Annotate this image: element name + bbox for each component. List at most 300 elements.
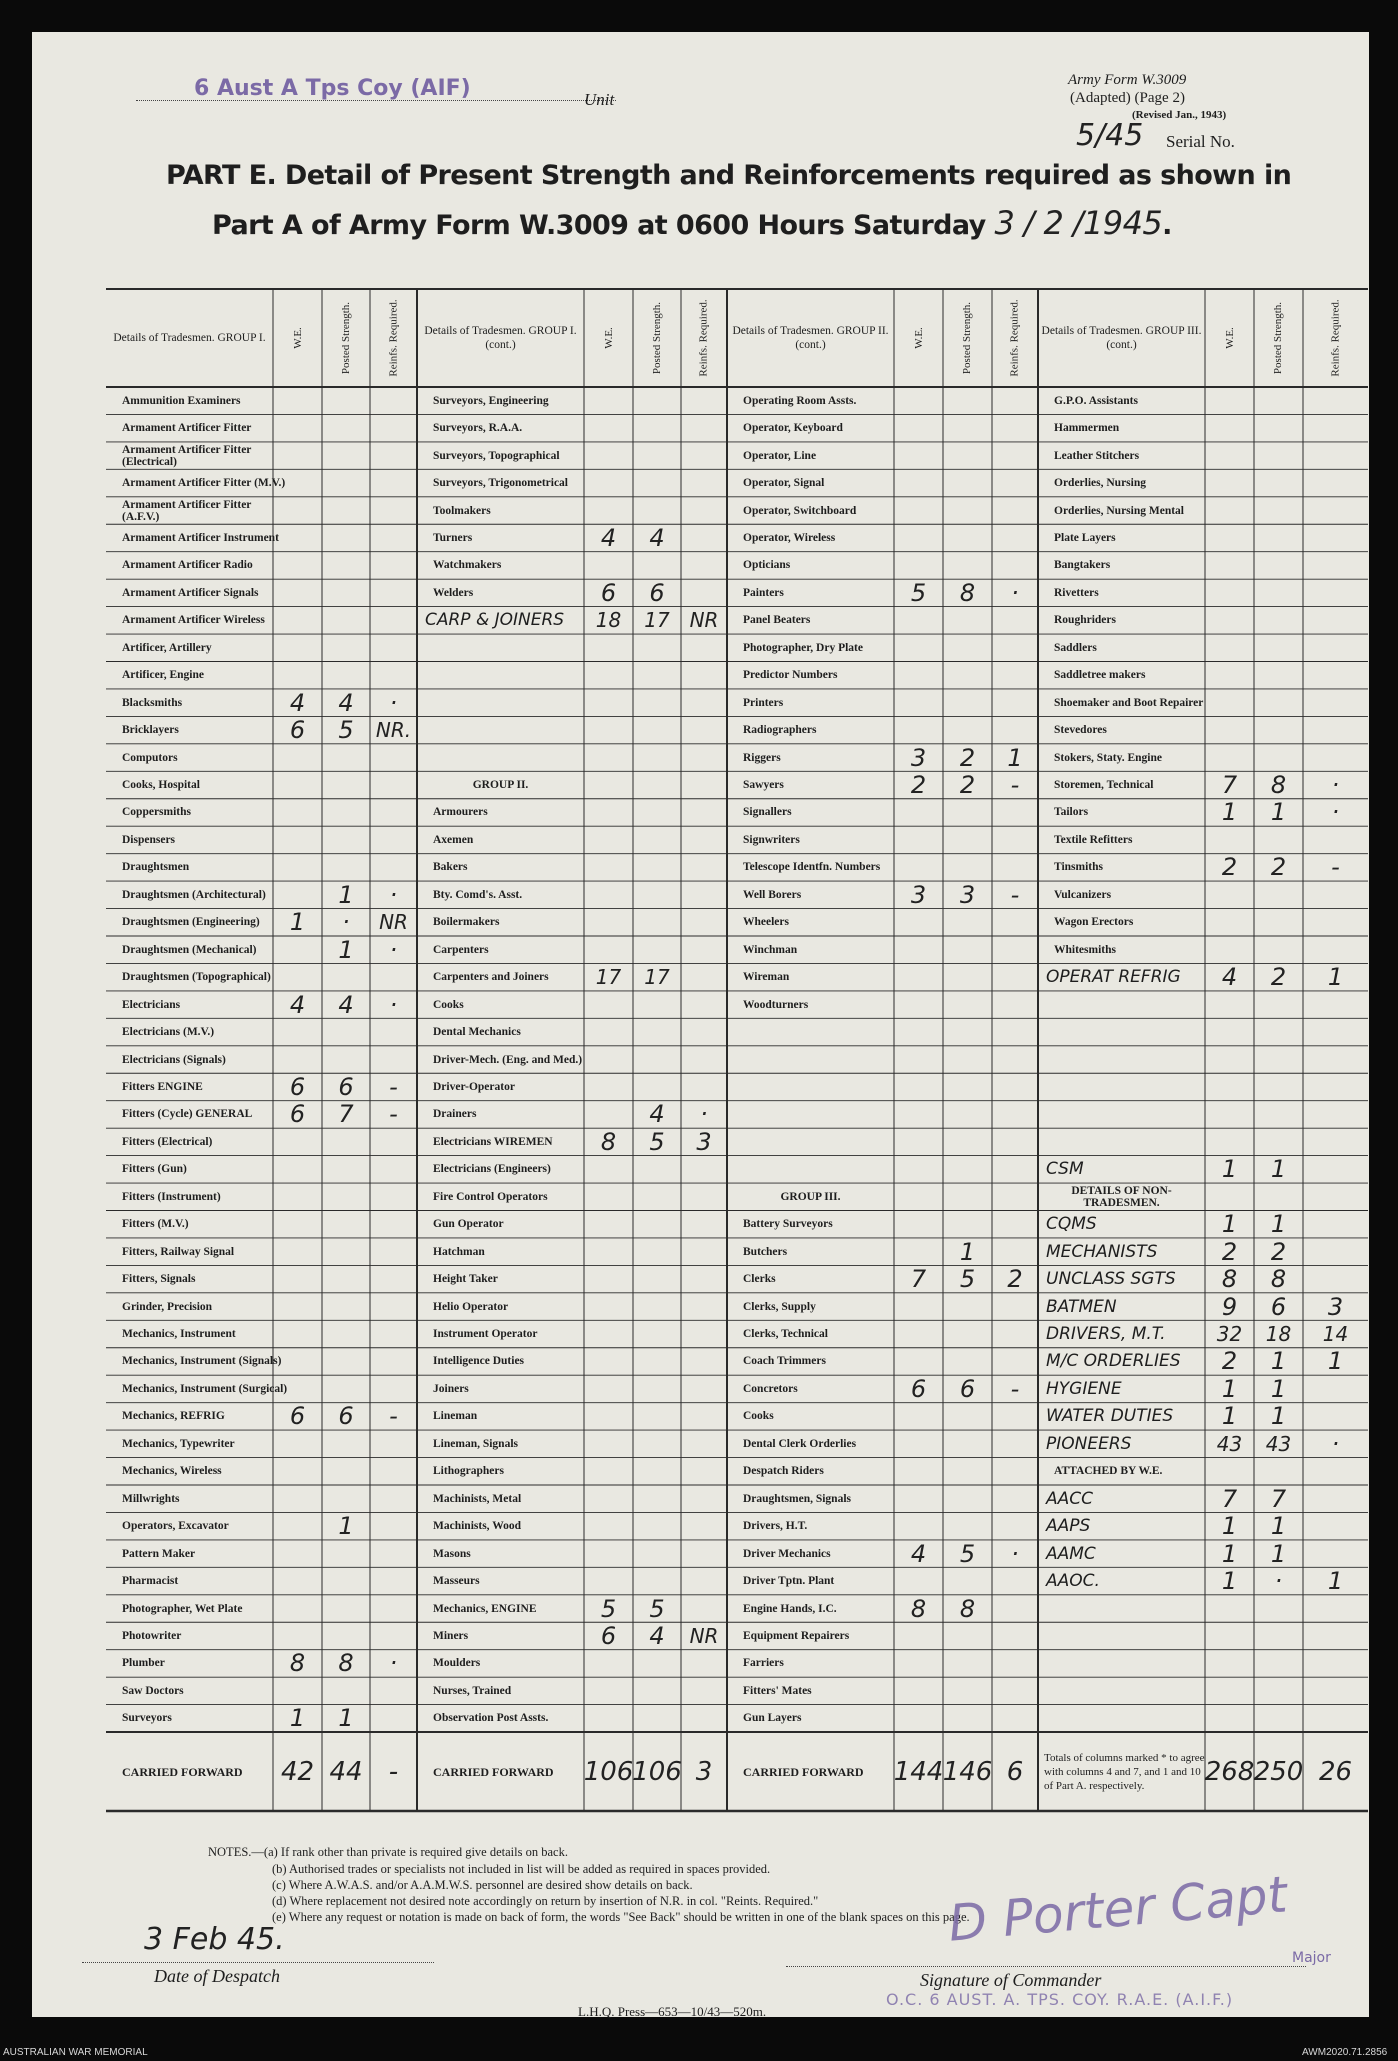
- posted-value: [943, 1512, 992, 1539]
- trade-name: Photographer, Wet Plate: [122, 1602, 243, 1615]
- we-value: [584, 442, 633, 469]
- we-header-text: W.E.: [602, 326, 615, 349]
- reinfs-value: 1: [1007, 743, 1023, 772]
- carried-forward-row: [106, 1732, 1368, 1812]
- posted-column-header: [943, 288, 992, 387]
- posted-value: [1254, 1705, 1303, 1732]
- table-row: [106, 579, 1368, 606]
- we-value: [584, 1458, 633, 1485]
- reinfs-value: [992, 1073, 1038, 1100]
- trade-name: Saddlers: [1054, 641, 1097, 654]
- we-value: 32: [1216, 1322, 1243, 1347]
- posted-value: [1254, 1018, 1303, 1045]
- we-value: [894, 1430, 943, 1457]
- posted-value: [943, 1128, 992, 1155]
- reinfs-value: ·: [389, 880, 398, 909]
- reinfs-value: [992, 1046, 1038, 1073]
- we-value: [1205, 1046, 1254, 1073]
- we-value: [273, 1183, 322, 1210]
- trade-name: Mechanics, Instrument (Surgical): [122, 1382, 288, 1395]
- posted-value: [1254, 607, 1303, 634]
- trade-name: Lineman: [433, 1410, 478, 1423]
- reinfs-value: [370, 634, 417, 661]
- posted-value: 17: [644, 608, 670, 633]
- posted-value: [633, 1705, 681, 1732]
- reinfs-value: [1303, 1458, 1368, 1485]
- trade-name: Armament Artificer Signals: [122, 586, 259, 599]
- posted-value: [943, 963, 992, 990]
- reinfs-value: ·: [389, 1649, 398, 1678]
- posted-value: [633, 1430, 681, 1457]
- table-row: [106, 414, 1368, 441]
- we-value: [894, 1238, 943, 1265]
- we-value: [273, 1156, 322, 1183]
- reinfs-value: -: [1010, 1374, 1020, 1403]
- table-row: [106, 634, 1368, 661]
- we-value: 1: [1221, 1402, 1238, 1431]
- trade-name: Lithographers: [433, 1465, 504, 1478]
- reinfs-value: [370, 1705, 417, 1732]
- we-value: [273, 1485, 322, 1512]
- reinfs-value: [1303, 1101, 1368, 1128]
- table-row: [106, 1485, 1368, 1512]
- reinfs-value: -: [1010, 771, 1020, 800]
- we-value: [1205, 1595, 1254, 1622]
- trade-name: Operator, Line: [743, 449, 817, 462]
- trade-name: Watchmakers: [433, 559, 502, 572]
- table-row: [106, 799, 1368, 826]
- trade-name: WATER DUTIES: [1046, 1406, 1174, 1427]
- we-value: [273, 1293, 322, 1320]
- table-row: [106, 442, 1368, 469]
- reinfs-value: [992, 1128, 1038, 1155]
- trade-name: Engine Hands, I.C.: [743, 1602, 837, 1615]
- trade-name: Hammermen: [1054, 422, 1120, 435]
- we-value: [1205, 387, 1254, 414]
- reinfs-value: 3: [696, 1127, 712, 1156]
- posted-value: [943, 1348, 992, 1375]
- we-value: 6: [289, 1072, 306, 1101]
- reinfs-value: ·: [1011, 1539, 1019, 1568]
- we-value: [584, 991, 633, 1018]
- posted-header-text: Posted Strength.: [651, 301, 663, 374]
- we-value: [894, 1677, 943, 1704]
- posted-value: [633, 854, 681, 881]
- posted-value: 8: [959, 578, 976, 607]
- posted-value: [1254, 634, 1303, 661]
- we-value: [894, 524, 943, 551]
- reinfs-value: [681, 1211, 727, 1238]
- table-row: [106, 1430, 1368, 1457]
- reinfs-value: [992, 1650, 1038, 1677]
- posted-value: [943, 634, 992, 661]
- we-value: 3: [910, 743, 927, 772]
- reinfs-value: [1303, 1540, 1368, 1567]
- table-row: [106, 1403, 1368, 1430]
- table-row: [106, 1238, 1368, 1265]
- trade-name: Sawyers: [743, 779, 784, 792]
- trade-name: [727, 1156, 910, 1183]
- posted-value: [633, 1018, 681, 1045]
- we-value: [584, 689, 633, 716]
- note-b: (b) Authorised trades or specialists not included in list will be added as required in spaces provided.: [272, 1862, 771, 1876]
- table-row: [106, 771, 1368, 798]
- posted-value: [1254, 991, 1303, 1018]
- posted-value: [943, 1430, 992, 1457]
- reinfs-value: [992, 469, 1038, 496]
- reinfs-value: [992, 1622, 1038, 1649]
- we-value: [584, 497, 633, 524]
- reinfs-value: [992, 909, 1038, 936]
- trade-name: Fitters (Cycle) GENERAL: [122, 1108, 253, 1121]
- we-value: [894, 1183, 943, 1210]
- reinfs-value: [681, 1677, 727, 1704]
- posted-value: [943, 991, 992, 1018]
- we-column-header: [273, 288, 322, 387]
- reinfs-value: [1303, 716, 1368, 743]
- reinfs-value: [1303, 1650, 1368, 1677]
- table-row: [106, 1156, 1368, 1183]
- posted-value: [322, 607, 370, 634]
- posted-value: [633, 1485, 681, 1512]
- posted-value: [633, 826, 681, 853]
- trade-name: Dental Mechanics: [433, 1026, 521, 1039]
- reinfs-value: [681, 634, 727, 661]
- we-value: [584, 1348, 633, 1375]
- posted-value: [322, 1430, 370, 1457]
- trade-name: Vulcanizers: [1054, 888, 1112, 901]
- reinfs-value: [992, 1567, 1038, 1594]
- posted-value: [633, 1567, 681, 1594]
- posted-total: 106: [632, 1757, 682, 1788]
- posted-value: [633, 881, 681, 908]
- unit-stamp: O.C. 6 AUST. A. TPS. COY. R.A.E. (A.I.F.): [886, 1990, 1234, 2009]
- trade-name: Fitters, Signals: [122, 1273, 196, 1286]
- we-value: [273, 579, 322, 606]
- trade-name: [727, 1018, 910, 1045]
- report-date-year-digit: 5: [1142, 204, 1163, 242]
- posted-value: [943, 1650, 992, 1677]
- posted-value: [633, 552, 681, 579]
- reinfs-value: [992, 799, 1038, 826]
- posted-value: [943, 1046, 992, 1073]
- posted-value: [633, 1677, 681, 1704]
- trade-name: CQMS: [1046, 1214, 1097, 1235]
- reinfs-total: 26: [1318, 1757, 1353, 1788]
- trade-name: [1038, 1677, 1221, 1704]
- reinfs-value: NR: [689, 1623, 719, 1648]
- reinfs-value: [992, 963, 1038, 990]
- trade-name: Turners: [433, 531, 473, 544]
- posted-value: [322, 1183, 370, 1210]
- we-column-header: [894, 288, 943, 387]
- we-total: 144: [893, 1757, 944, 1788]
- trade-name: Driver Mechanics: [743, 1547, 831, 1560]
- trade-name: Wagon Erectors: [1054, 916, 1134, 929]
- posted-value: 1: [338, 1704, 354, 1733]
- posted-value: 6: [338, 1402, 354, 1431]
- posted-value: 43: [1265, 1431, 1292, 1456]
- trade-name: Stokers, Staty. Engine: [1054, 751, 1162, 764]
- trade-name: Hatchman: [433, 1245, 485, 1258]
- trade-name: Printers: [743, 696, 784, 709]
- trade-name: Saw Doctors: [122, 1684, 184, 1697]
- trade-name: Rivetters: [1054, 586, 1099, 599]
- posted-value: [1254, 1650, 1303, 1677]
- reinfs-value: [681, 1650, 727, 1677]
- posted-value: [633, 716, 681, 743]
- trade-name: Blacksmiths: [122, 696, 183, 709]
- trade-name: AAPS: [1046, 1516, 1091, 1537]
- reinfs-value: [681, 662, 727, 689]
- posted-value: [322, 1375, 370, 1402]
- we-value: [273, 387, 322, 414]
- trade-name: Signallers: [743, 806, 792, 819]
- reinfs-value: [1303, 634, 1368, 661]
- posted-value: 5: [959, 1539, 976, 1568]
- reinfs-value: [681, 1018, 727, 1045]
- totals-instruction: Totals of columns marked * to agree with columns 4 and 7, and 1 and 10 of Part A. respectively.: [1044, 1752, 1205, 1793]
- reinfs-value: [681, 1567, 727, 1594]
- reinfs-value: [370, 1046, 417, 1073]
- posted-value: [633, 1403, 681, 1430]
- posted-value: 8: [1270, 771, 1287, 800]
- posted-value: 2: [959, 771, 976, 800]
- posted-value: [633, 689, 681, 716]
- posted-value: [943, 1211, 992, 1238]
- table-row: [106, 909, 1368, 936]
- posted-value: [633, 497, 681, 524]
- posted-value: [633, 1293, 681, 1320]
- posted-value: [322, 497, 370, 524]
- posted-value: [943, 1293, 992, 1320]
- posted-total: 250: [1253, 1757, 1304, 1788]
- details-header-3: Details of Tradesmen. GROUP II. (cont.): [732, 324, 889, 351]
- we-value: [584, 1677, 633, 1704]
- we-value: 8: [910, 1594, 927, 1623]
- reinfs-value: [1303, 1265, 1368, 1292]
- carried-forward-label: CARRIED FORWARD: [433, 1765, 554, 1780]
- trade-name: Fitters (Gun): [122, 1163, 187, 1176]
- trade-name: Pattern Maker: [122, 1547, 196, 1560]
- posted-value: [1254, 1622, 1303, 1649]
- despatch-label: Date of Despatch: [154, 1966, 280, 1986]
- we-value: 43: [1216, 1431, 1243, 1456]
- we-value: [273, 1458, 322, 1485]
- we-value: [584, 1211, 633, 1238]
- trade-name: Driver-Mech. (Eng. and Med.): [433, 1053, 583, 1066]
- we-value: [1205, 579, 1254, 606]
- reinfs-value: -: [389, 1100, 398, 1129]
- we-value: [894, 607, 943, 634]
- trade-name: Lineman, Signals: [433, 1437, 518, 1450]
- details-header-1: Details of Tradesmen. GROUP I.: [113, 331, 266, 344]
- we-value: [273, 524, 322, 551]
- reinfs-value: [1303, 1595, 1368, 1622]
- reinfs-value: 1: [1327, 963, 1344, 992]
- we-value: [273, 1430, 322, 1457]
- details-header-2: Details of Tradesmen. GROUP I. (cont.): [424, 324, 577, 351]
- posted-value: [633, 799, 681, 826]
- we-value: [894, 1128, 943, 1155]
- posted-value: [1254, 414, 1303, 441]
- trade-name: Observation Post Assts.: [433, 1712, 549, 1725]
- we-value: [894, 387, 943, 414]
- posted-value: [1254, 881, 1303, 908]
- we-header-text: W.E.: [291, 326, 304, 349]
- trade-name: Drivers, H.T.: [743, 1520, 808, 1533]
- reinfs-value: [681, 1430, 727, 1457]
- reinfs-value: [992, 414, 1038, 441]
- we-value: [1205, 1677, 1254, 1704]
- posted-value: [1254, 579, 1303, 606]
- we-value: 1: [1221, 798, 1238, 827]
- we-value: 18: [595, 608, 622, 633]
- posted-value: [943, 1705, 992, 1732]
- posted-value: [322, 469, 370, 496]
- posted-value: 6: [1270, 1292, 1287, 1321]
- we-value: [584, 1156, 633, 1183]
- we-value: 2: [1221, 853, 1238, 882]
- reinfs-value: [1303, 1128, 1368, 1155]
- reinfs-value: [370, 1128, 417, 1155]
- we-value: [1205, 607, 1254, 634]
- we-value: [273, 1512, 322, 1539]
- reinfs-column-header: [681, 288, 727, 387]
- trade-name: Draughtsmen (Architectural): [122, 888, 266, 901]
- reinfs-value: [1303, 497, 1368, 524]
- trade-name: Machinists, Wood: [433, 1520, 521, 1533]
- posted-value: [943, 662, 992, 689]
- reinfs-value: [681, 1265, 727, 1292]
- posted-value: [943, 1403, 992, 1430]
- reinfs-value: [370, 387, 417, 414]
- posted-value: [322, 771, 370, 798]
- trade-name: M/C ORDERLIES: [1046, 1351, 1181, 1372]
- reinfs-value: [992, 1677, 1038, 1704]
- reinfs-value: [370, 442, 417, 469]
- trade-name: Axemen: [433, 833, 474, 846]
- posted-value: 1: [1270, 1210, 1287, 1239]
- table-row: [106, 1650, 1368, 1677]
- reinfs-value: [1303, 1677, 1368, 1704]
- posted-value: [633, 634, 681, 661]
- table-row: [106, 991, 1368, 1018]
- reinfs-value: [370, 469, 417, 496]
- we-value: [894, 854, 943, 881]
- reinfs-header-text: Reinfs. Required.: [698, 298, 711, 377]
- we-value: [584, 387, 633, 414]
- table-row: [106, 881, 1368, 908]
- posted-value: [322, 1156, 370, 1183]
- trade-name: Predictor Numbers: [743, 669, 838, 682]
- posted-value: 2: [1270, 1237, 1287, 1266]
- posted-value: 4: [338, 990, 354, 1019]
- trade-name: Fitters ENGINE: [122, 1080, 203, 1093]
- posted-value: 18: [1265, 1322, 1292, 1347]
- trade-name: Height Taker: [433, 1273, 498, 1286]
- posted-column-header: [633, 288, 681, 387]
- notes-lead: NOTES.—(a): [208, 1845, 278, 1859]
- trade-name: Surveyors, Engineering: [433, 394, 549, 407]
- trade-name: Operating Room Assts.: [743, 394, 857, 407]
- we-value: [1205, 442, 1254, 469]
- we-value: [584, 771, 633, 798]
- trade-name: Photographer, Dry Plate: [743, 641, 863, 654]
- reinfs-value: ·: [700, 1100, 708, 1129]
- trade-name: Mechanics, Instrument (Signals): [122, 1355, 282, 1368]
- posted-value: [322, 1567, 370, 1594]
- table-row: [106, 1458, 1368, 1485]
- we-value: [273, 497, 322, 524]
- trade-name: Cooks, Hospital: [122, 779, 200, 792]
- we-value: [584, 1430, 633, 1457]
- we-value: [894, 1018, 943, 1045]
- table-row: [106, 1183, 1368, 1210]
- we-value: [273, 1595, 322, 1622]
- major-stamp: Major: [1292, 1950, 1331, 1966]
- trade-name: Surveyors, Topographical: [433, 449, 560, 462]
- reinfs-value: [370, 1622, 417, 1649]
- we-value: [584, 1293, 633, 1320]
- reinfs-value: [992, 1320, 1038, 1347]
- reinfs-value: [681, 579, 727, 606]
- reinfs-value: [681, 826, 727, 853]
- note-d: (d) Where replacement not desired note accordingly on return by insertion of N.R. in col. "Reints. Required.": [272, 1894, 819, 1908]
- we-value: [273, 1265, 322, 1292]
- posted-value: [1254, 689, 1303, 716]
- we-value: [273, 881, 322, 908]
- posted-value: [943, 1458, 992, 1485]
- posted-value: [633, 442, 681, 469]
- posted-value: [943, 854, 992, 881]
- trade-name: AACC: [1046, 1488, 1093, 1509]
- posted-value: [1254, 826, 1303, 853]
- reinfs-total: -: [388, 1757, 399, 1788]
- reinfs-value: [370, 1211, 417, 1238]
- posted-value: 5: [649, 1127, 665, 1156]
- posted-value: [633, 1183, 681, 1210]
- trade-name: Orderlies, Nursing Mental: [1054, 504, 1184, 517]
- posted-value: [322, 552, 370, 579]
- trade-name: Opticians: [743, 559, 791, 572]
- reinfs-value: [1303, 414, 1368, 441]
- trade-name: Pharmacist: [122, 1575, 179, 1588]
- reinfs-value: ·: [389, 688, 398, 717]
- reinfs-value: ·: [389, 935, 398, 964]
- reinfs-column-header: [1303, 288, 1368, 387]
- we-value: [894, 1512, 943, 1539]
- we-value: [1205, 909, 1254, 936]
- posted-value: [633, 909, 681, 936]
- posted-value: [322, 1238, 370, 1265]
- reinfs-value: 2: [1007, 1265, 1023, 1294]
- reinfs-value: [681, 1348, 727, 1375]
- unit-label: Unit: [584, 90, 615, 109]
- trade-name: DETAILS OF NON-TRADESMEN.: [1071, 1184, 1172, 1209]
- we-value: [273, 1622, 322, 1649]
- table-row: [106, 1375, 1368, 1402]
- reinfs-value: [992, 552, 1038, 579]
- title-end-dot: .: [1162, 210, 1172, 241]
- trade-name: GROUP III.: [780, 1190, 841, 1203]
- we-total: 268: [1204, 1757, 1255, 1788]
- posted-value: [1254, 936, 1303, 963]
- reinfs-value: [1303, 1403, 1368, 1430]
- posted-value: 4: [338, 688, 354, 717]
- trade-name: Plate Layers: [1054, 531, 1116, 544]
- trade-name: Mechanics, REFRIG: [122, 1410, 225, 1423]
